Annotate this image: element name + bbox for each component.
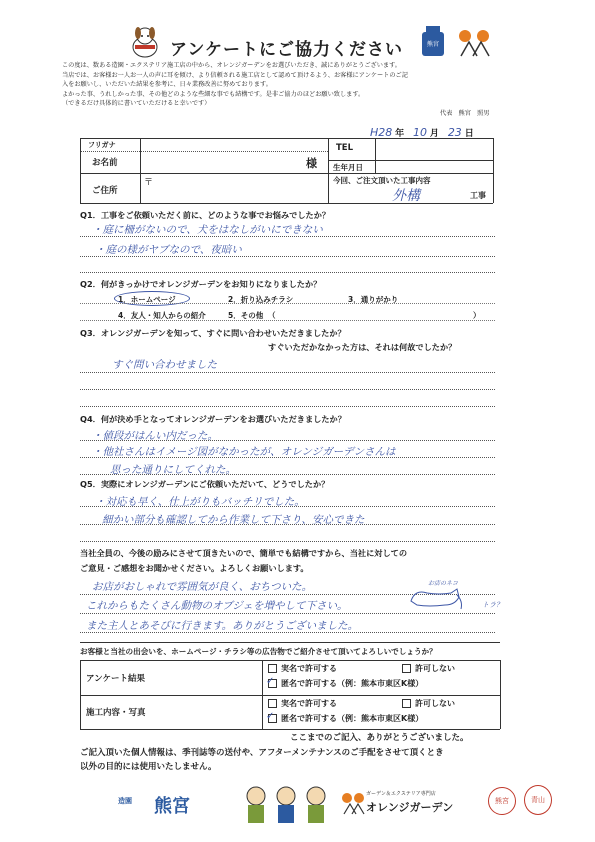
month-label: 月 [429, 129, 439, 139]
perm-row-1-opt1-checkbox[interactable] [268, 664, 277, 673]
year-label: 年 [395, 129, 405, 139]
q2-option-3: 3．通りがかり [348, 295, 399, 304]
stamp-kumamiya [488, 787, 516, 815]
privacy-line-1: ご記入頂いた個人情報は、季刊誌等の送付や、アフターメンテナンスのご手配をさせて頂くとき [80, 748, 444, 758]
kumamiya-logo-text: 熊宮 [154, 796, 190, 817]
comments-answer-1: お店がおしゃれで雰囲気が良く、おちついた。 [92, 581, 313, 593]
perm-row-1-label: アンケート結果 [86, 674, 145, 684]
intro-text [62, 61, 542, 109]
perm-row-2-opt3: 匿名で許可する（例：熊本市東区K様） [281, 714, 424, 723]
thanks-text: ここまでのご記入、ありがとうございました。 [290, 733, 469, 743]
q2-paren-close: ） [473, 311, 481, 320]
intro-line: （できるだけ具体的に書いていただけると幸いです） [62, 100, 211, 108]
kumamiya-logo-small: 造園 [118, 797, 132, 805]
q1-question: Q1．工事をご依頼いただく前に、どのような事でお悩みでしたか？ [80, 210, 331, 220]
q1-answer-1: ・庭に柵がないので、犬をはなしがいにできない [92, 224, 323, 236]
perm-row-1-opt2-checkbox[interactable] [402, 664, 411, 673]
q4-question: Q4．何が決め手となってオレンジガーデンをお選びいただきましたか？ [80, 414, 346, 424]
address-label: ご住所 [92, 186, 118, 196]
date-day: 23 [447, 126, 462, 139]
signature: 代表 熊宮 照男 [440, 110, 490, 117]
orange-mascot-icon [455, 26, 493, 60]
privacy-line-2: 以外の目的には使用いたしません。 [80, 762, 217, 772]
perm-row-1-opt3: 匿名で許可する（例：熊本市東区K様） [281, 679, 424, 688]
work-label: 今回、ご注文頂いた工事内容 [333, 176, 431, 185]
orange-garden-logo-text: オレンジガーデン [366, 801, 454, 814]
furigana-label: フリガナ [88, 141, 116, 149]
q5-question: Q5．実際にオレンジガーデンにご依頼いただいて、どうでしたか？ [80, 479, 330, 489]
intro-line: よかった事、うれしかった事、その他どのような些細な事でも結構です。是非ご協力のほどお願い致します。 [62, 90, 365, 98]
q4-answer-1: ・値段がはんい内だった。 [92, 430, 218, 442]
stamp-aoyama-text: 青山 [531, 796, 545, 804]
page-title: アンケートにご協力ください [170, 40, 403, 60]
q3-answer: すぐ問い合わせました [112, 359, 217, 371]
q5-answer-2: 細かい部分も確認してから作業して下さり、安心できた [102, 514, 365, 526]
work-suffix: 工事 [470, 191, 486, 200]
orange-garden-logo-small: ガーデン＆エクステリア専門店 [366, 791, 436, 797]
q2-option-4: 4．友人・知人からの紹介 [118, 311, 206, 320]
permission-question: お客様と当社の出会いを、ホームページ・チラシ等の広告物でご紹介させて頂いてよろしいでしょうか？ [80, 647, 437, 656]
q4-answer-3: 思った通りにしてくれた。 [110, 464, 236, 476]
comments-answer-2: これからもたくさん動物のオブジェを増やして下さい。 [86, 600, 348, 612]
q4-answer-2: ・他社さんはイメージ図がなかったが、オレンジガーデンさんは [92, 446, 396, 458]
check-mark-icon: ✓ [266, 711, 275, 722]
postal-mark: 〒 [144, 178, 154, 188]
perm-row-2-opt2: 許可しない [415, 699, 455, 708]
stamp-kumamiya-text: 熊宮 [495, 797, 509, 805]
perm-row-2-label: 施工内容・写真 [86, 708, 146, 718]
staff-illustration-icon [240, 782, 335, 824]
q2-paren-open: （ [268, 311, 276, 320]
perm-row-2-opt2-checkbox[interactable] [402, 699, 411, 708]
perm-row-2-opt1-checkbox[interactable] [268, 699, 277, 708]
mascot-dog-icon [127, 25, 163, 59]
work-value: 外構 [392, 188, 420, 204]
comments-answer-3: また主人とあそびに行きます。ありがとうございました。 [86, 620, 359, 632]
q3-question: Q3．オレンジガーデンを知って、すぐに問い合わせいただきましたか？ [80, 328, 346, 338]
comments-prompt-1: 当社全員の、今後の励みにさせて頂きたいので、簡単でも結構ですから、当社に対しての [80, 548, 408, 558]
doodle-label-1: お店のネコ [428, 580, 459, 587]
svg-text:熊宮: 熊宮 [426, 41, 440, 48]
comments-prompt-2: ご意見・ご感想をお聞かせください。よろしくお願いします。 [80, 563, 309, 573]
kumamiya-logo [118, 792, 238, 822]
q5-answer-1: ・対応も早く、仕上がりもバッチリでした。 [95, 496, 305, 508]
perm-row-2-opt1: 実名で許可する [281, 699, 337, 708]
date-year: H28 [370, 126, 393, 139]
doodle-label-2: トラ？ [482, 601, 503, 609]
intro-line: 当店では、お客様お一人お一人の声に耳を傾け、より信頼される施工店として認めて頂けるよう、お客様にアンケートのご記 [62, 71, 408, 79]
perm-row-1-opt1: 実名で許可する [281, 664, 337, 673]
q2-question: Q2．何がきっかけでオレンジガーデンをお知りになりましたか？ [80, 279, 322, 289]
q3-question-2: すぐいただかなかった方は、それは何故でしたか？ [268, 342, 457, 352]
birth-label: 生年月日 [333, 163, 363, 172]
cat-doodle-icon [405, 583, 465, 613]
check-mark-icon: ✓ [266, 676, 275, 687]
name-label: お名前 [92, 158, 118, 168]
q2-option-2: 2．折り込みチラシ [228, 295, 294, 304]
orange-garden-logo-icon [340, 790, 366, 816]
kumamiya-mascot-icon [418, 24, 448, 60]
tel-label: TEL [336, 143, 354, 153]
sama-label: 様 [306, 157, 317, 170]
perm-row-1-opt2: 許可しない [415, 664, 455, 673]
intro-line: 入をお願いし、いただいた結果を参考に、日々業務改善に努めております。 [62, 81, 272, 89]
q2-option-1: 1．ホームページ [118, 295, 176, 304]
intro-line: この度は、数ある造園・エクステリア施工店の中から、オレンジガーデンをお選びいただき、誠にありがとうございます。 [62, 62, 401, 69]
date-month: 10 [413, 126, 428, 139]
q2-option-5: 5．その他 [228, 311, 264, 320]
stamp-aoyama [524, 785, 552, 815]
day-label: 日 [464, 129, 474, 139]
q1-answer-2: ・庭の様がヤブなので、夜暗い [95, 244, 242, 256]
